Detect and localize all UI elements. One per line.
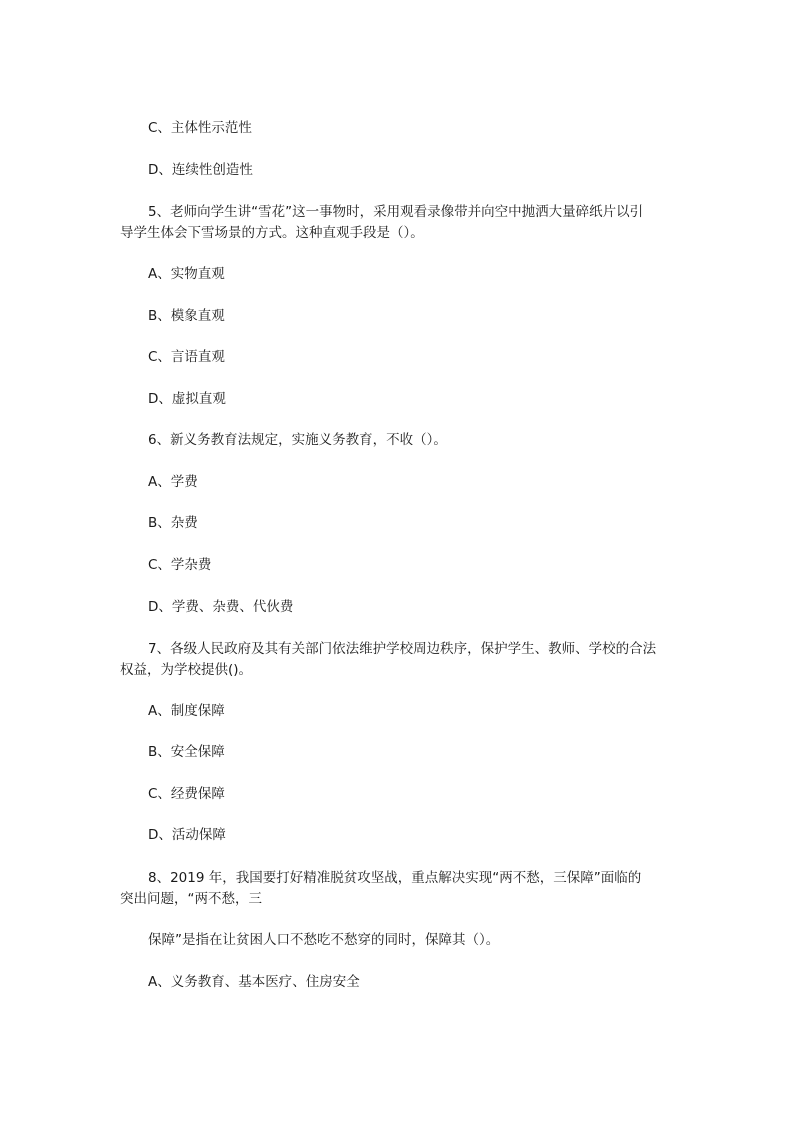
question-7-line-1: 7、各级人民政府及其有关部门依法维护学校周边秩序，保护学生、教师、学校的合法 [148,641,657,657]
option-c-q4: C、主体性示范性 [148,120,252,136]
question-5-line-1: 5、老师向学生讲“雪花”这一事物时，采用观看录像带并向空中抛洒大量碎纸片以引 [148,204,644,220]
question-8-line-3: 保障”是指在让贫困人口不愁吃不愁穿的同时，保障其（）。 [148,932,500,948]
question-8-line-2: 突出问题，“两不愁，三 [120,891,262,907]
option-b-q5: B、模象直观 [148,308,225,324]
option-d-q4: D、连续性创造性 [148,162,253,178]
option-b-q7: B、安全保障 [148,744,225,760]
question-8-line-1: 8、2019 年，我国要打好精准脱贫攻坚战，重点解决实现“两不愁，三保障”面临的 [148,870,642,886]
option-b-q6: B、杂费 [148,515,198,531]
question-6: 6、新义务教育法规定，实施义务教育，不收（）。 [148,432,447,448]
option-a-q7: A、制度保障 [148,703,225,719]
option-a-q6: A、学费 [148,474,198,490]
option-a-q8: A、义务教育、基本医疗、住房安全 [148,974,360,990]
question-5-line-2: 导学生体会下雪场景的方式。这种直观手段是（）。 [120,225,424,241]
option-c-q5: C、言语直观 [148,349,225,365]
option-d-q6: D、学费、杂费、代伙费 [148,599,294,615]
option-a-q5: A、实物直观 [148,266,225,282]
option-c-q7: C、经费保障 [148,786,225,802]
option-d-q7: D、活动保障 [148,827,226,843]
question-7-line-2: 权益，为学校提供()。 [120,662,253,678]
option-c-q6: C、学杂费 [148,557,212,573]
option-d-q5: D、虚拟直观 [148,391,226,407]
